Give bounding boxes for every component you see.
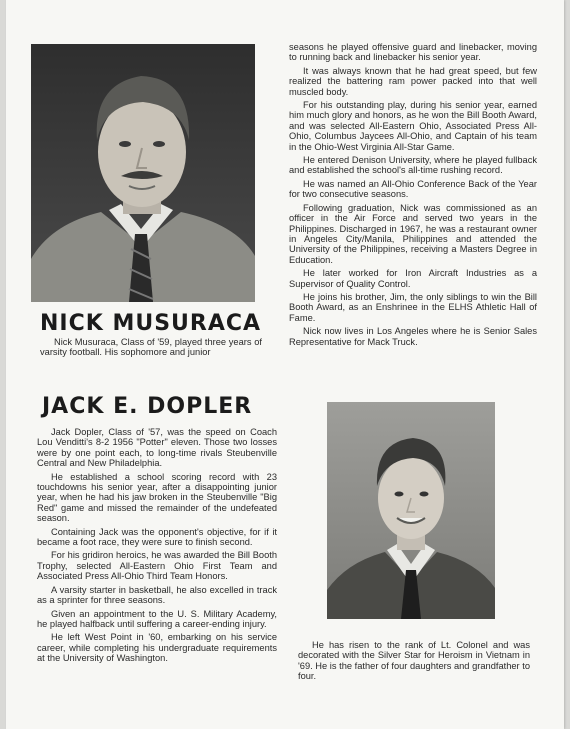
yearbook-page (6, 0, 564, 729)
musuraca-intro (40, 337, 262, 361)
musuraca-intro-text: Nick Musuraca, Class of '59, played three years of varsity football. His sophomore and junior (40, 337, 262, 358)
musuraca-paragraph: He joins his brother, Jim, the only siblings to win the Bill Booth Award, as an Enshrinee in the ELHS Athletic Hall of Fame. (289, 291, 537, 323)
dopler-portrait (327, 402, 495, 619)
musuraca-paragraph: It was always known that he had great speed, but few realized the battering ram power packed into that well muscled body. (289, 65, 537, 97)
musuraca-paragraph: He was named an All-Ohio Conference Back of the Year for two consecutive seasons. (289, 178, 537, 200)
musuraca-paragraph: seasons he played offensive guard and linebacker, moving to running back and linebacker his senior year. (289, 42, 537, 63)
dopler-paragraph: He established a school scoring record with 23 touchdowns his senior year, after a disappointing junior year, when he had his jaw broken in the Steubenville "Big Red" game and missed the remainder of the undefeated season. (37, 471, 277, 524)
dopler-caption (298, 640, 530, 685)
dopler-paragraph: Containing Jack was the opponent's objective, for if it became a foot race, they were sure to finish second. (37, 526, 277, 548)
dopler-paragraph: For his gridiron heroics, he was awarded the Bill Booth Trophy, selected All-Eastern Ohio First Team and Associated Press All-Ohio Third Team Honors. (37, 550, 277, 582)
musuraca-bio-continued (289, 42, 537, 350)
musuraca-paragraph: Nick now lives in Los Angeles where he is Senior Sales Representative for Mack Truck. (289, 326, 537, 347)
dopler-paragraph: A varsity starter in basketball, he also excelled in track as a sprinter for three seasons. (37, 584, 277, 606)
dopler-paragraph: Jack Dopler, Class of '57, was the speed on Coach Lou Venditti's 8-2 1956 "Potter" eleven. Those two losses were by one point each, to long-time rivals Steubenville Central and New Philadelphia. (37, 427, 277, 469)
dopler-name: JACK E. DOPLER (42, 394, 253, 419)
dopler-caption-text: He has risen to the rank of Lt. Colonel and was decorated with the Silver Star for Heroism in Vietnam in '69. He is the father of four daughters and grandfather to four. (298, 640, 530, 682)
musuraca-paragraph: For his outstanding play, during his senior year, earned him much glory and honors, as he won the Bill Booth Award, and was selected All-Eastern Ohio, Associated Press All-Ohio, Columbus Jaycees All-Ohio, and Captain of his team in the Ohio-West Virginia All-Star Game. (289, 100, 537, 152)
musuraca-paragraph: He entered Denison University, where he played fullback and established the school's all-time rushing record. (289, 155, 537, 176)
musuraca-paragraph: Following graduation, Nick was commissioned as an officer in the Air Force and served two years in the Philippines. Discharged in 1967, he was a restaurant owner in Angeles City/Manila, Philippines and attended the University of the Philippines, receiving a Masters Degree in Education. (289, 202, 537, 265)
musuraca-portrait (31, 44, 255, 302)
musuraca-name: NICK MUSURACA (40, 311, 262, 336)
dopler-paragraph: He left West Point in '60, embarking on his service career, while completing his undergraduate requirements at the University of Washington. (37, 632, 277, 664)
dopler-paragraph: Given an appointment to the U. S. Military Academy, he played halfback until suffering a career-ending injury. (37, 608, 277, 629)
dopler-bio (37, 427, 277, 667)
musuraca-paragraph: He later worked for Iron Aircraft Industries as a Supervisor of Quality Control. (289, 268, 537, 289)
